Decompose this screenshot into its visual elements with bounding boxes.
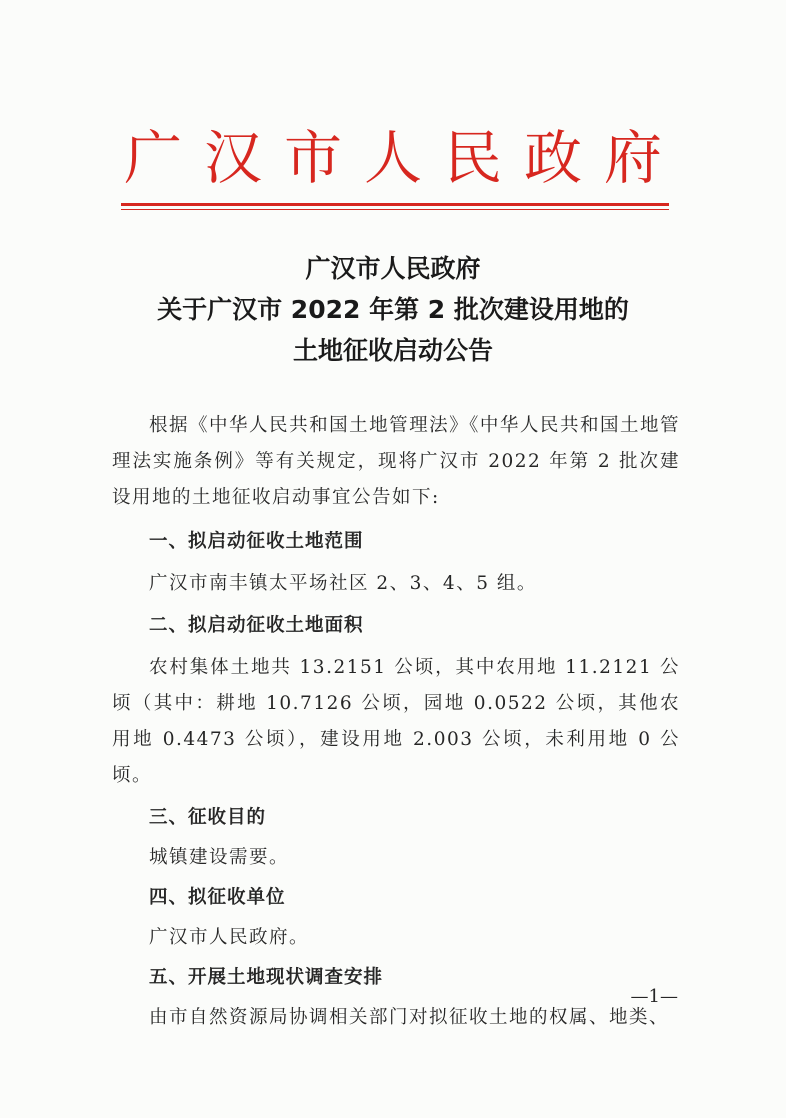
section1-text: 广汉市南丰镇太平场社区 2、3、4、5 组。 xyxy=(149,573,537,594)
intro-paragraph: 根据《中华人民共和国土地管理法》《中华人民共和国土地管理法实施条例》等有关规定，现将广汉市 2022 年第 2 批次建设用地的土地征收启动事宜公告如下: xyxy=(112,415,680,508)
doc-title-line1: 广汉市人民政府 xyxy=(305,254,481,283)
section2-heading: 二、拟启动征收土地面积 xyxy=(149,615,364,636)
doc-title-line2: 关于广汉市 2022 年第 2 批次建设用地的 xyxy=(157,295,629,324)
section3-text: 城镇建设需要。 xyxy=(149,847,290,868)
section1-heading: 一、拟启动征收土地范围 xyxy=(149,531,364,552)
page-number: —1— xyxy=(630,986,678,1007)
letterhead-org-name: 广汉市人民政府 xyxy=(123,124,684,192)
section2-text: 农村集体土地共 13.2151 公顷，其中农用地 11.2121 公顷（其中：耕地 10.7126 公顷，园地 0.0522 公顷，其他农用地 0.4473 公顷），建设用地 2.003 公顷，未利用地 0 公顷。 xyxy=(112,657,680,786)
letterhead-red-rule xyxy=(121,203,669,206)
letterhead-red-rule-thin xyxy=(121,209,669,210)
section5-heading: 五、开展土地现状调查安排 xyxy=(149,967,384,988)
section4-text: 广汉市人民政府。 xyxy=(149,927,310,948)
section5-text: 由市自然资源局协调相关部门对拟征收土地的权属、地类、 xyxy=(149,1007,670,1028)
section4-heading: 四、拟征收单位 xyxy=(149,887,286,908)
section3-heading: 三、征收目的 xyxy=(149,807,267,828)
doc-title-line3: 土地征收启动公告 xyxy=(292,336,493,365)
document-body xyxy=(112,408,680,1036)
